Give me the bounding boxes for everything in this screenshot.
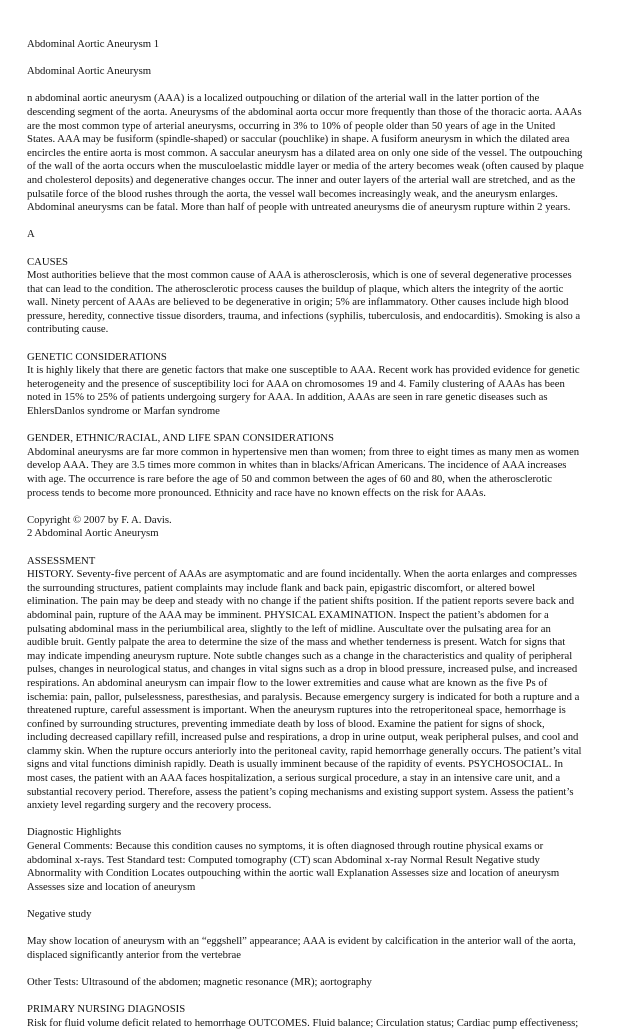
nursing-section (27, 1003, 613, 1030)
copyright-line: Copyright © 2007 by F. A. Davis. (27, 513, 172, 526)
assessment-line: most cases, the patient with an AAA faces hospitalization, a serious surgical procedure, a stay in an intensive care unit, and a (27, 772, 561, 785)
causes-line: wall. Ninety percent of AAAs are believed to be degenerative in origin; 5% are inflammatory. Other causes include high blood (27, 296, 569, 309)
section-heading: GENDER, ETHNIC/RACIAL, AND LIFE SPAN CONSIDERATIONS (27, 432, 334, 445)
assessment-line: substantial recovery period. Therefore, assess the patient’s coping mechanisms and existing support system. Assess the patient’s (27, 785, 574, 798)
gender-section (27, 432, 613, 500)
assessment-line: audible bruit. Gently palpate the area to determine the size of the mass and whether tenderness is present. Watch for signs that (27, 636, 566, 649)
genetic-line: noted in 15% to 25% of patients undergoing surgery for AAA. In addition, AAAs are seen in rare genetic diseases such as (27, 391, 548, 404)
assessment-line: elimination. The pain may be deep and steady with no change if the patient shifts position. If the patient reports severe back and (27, 595, 575, 608)
nursing-line: Risk for fluid volume deficit related to hemorrhage OUTCOMES. Fluid balance; Circulation status; Cardiac pump effectiveness; (27, 1016, 579, 1029)
causes-line: pressure, heredity, connective tissue disorders, trauma, and infections (syphilis, tuberculosis, and endocarditis). Smoking is also a (27, 309, 581, 322)
assessment-line: confined by surrounding structures, preventing immediate death by loss of blood. Examine the patient for signs of shock, (27, 717, 545, 730)
assessment-line: threatened rupture, careful assessment is important. When the aneurysm ruptures into the retroperitoneal space, hemorrhage is (27, 704, 566, 717)
assessment-line: signs and vital functions diminish rapidly. Death is usually imminent because of the rapidity of events. PSYCHOSOCIAL. In (27, 758, 563, 771)
intro-line: encircles the entire aorta is most common. A saccular aneurysm has a dilated area on only one side of the vessel. The outpouching (27, 146, 583, 159)
section-heading: ASSESSMENT (27, 554, 96, 567)
genetic-line: EhlersDanlos syndrome or Marfan syndrome (27, 405, 220, 418)
assessment-line: clammy skin. When the rupture occurs anteriorly into the peritoneal cavity, rapid hemorrhage generally occurs. The patient’s vital (27, 744, 582, 757)
genetic-line: heterogeneity and the presence of susceptibility loci for AAA on chromosomes 19 and 4. Family clustering of AAAs has been (27, 377, 565, 390)
section-heading: Diagnostic Highlights (27, 826, 122, 839)
may-show-line: displaced significantly anterior from the vertebrae (27, 948, 241, 961)
intro-line: pulsatile force of the blood rushes through the aorta, the vessel wall becomes increasingly weak, and the aneurysm enlarges. (27, 187, 558, 200)
intro-paragraph (27, 92, 613, 214)
section-heading: CAUSES (27, 255, 68, 268)
intro-line: Abdominal aneurysms can be fatal. More than half of people with untreated aneurysms die of aneurysm rupture within 2 years. (27, 201, 571, 214)
document-page (27, 38, 613, 1030)
gender-line: process tends to become more pronounced. Ethnicity and race have no known effects on the risk for AAAs. (27, 486, 486, 499)
assessment-line: ischemia: pain, pallor, pulselessness, paresthesias, and paralysis. Because emergency surgery is indicated for both a rupture and a (27, 690, 580, 703)
intro-line: descending segment of the aorta. Aneurysms of the abdominal aorta occur more frequently than those of the thoracic aorta. AAAs (27, 105, 582, 118)
section-heading: PRIMARY NURSING DIAGNOSIS (27, 1003, 186, 1016)
intro-line: n abdominal aortic aneurysm (AAA) is a localized outpouching or dilation of the arterial wall in the latter portion of the (27, 92, 540, 105)
assessment-section (27, 555, 613, 813)
causes-line: Most authorities believe that the most common cause of AAA is atherosclerosis, which is one of several degenerative processes (27, 269, 572, 282)
negative-study-label: Negative study (27, 908, 92, 920)
drop-letter: A (27, 228, 35, 241)
diagnostic-section (27, 826, 613, 894)
diagnostic-line: General Comments: Because this condition causes no symptoms, it is often diagnosed through routine physical exams or (27, 840, 544, 853)
intro-line: and cholesterol deposits) and degenerative changes occur. The inner and outer layers of the arterial wall are stretched, and as the (27, 173, 576, 186)
assessment-line: the surrounding structures, patient complaints may include flank and back pain, epigastric discomfort, or altered bowel (27, 581, 536, 594)
genetic-section (27, 351, 613, 419)
diagnostic-line: Assesses size and location of aneurysm (27, 880, 196, 893)
page-running-header: 2 Abdominal Aortic Aneurysm (27, 527, 159, 540)
document-title: Abdominal Aortic Aneurysm (27, 65, 152, 78)
other-tests-line: Other Tests: Ultrasound of the abdomen; magnetic resonance (MR); aortography (27, 975, 372, 988)
assessment-line: respirations. An abdominal aneurysm can impair flow to the lower extremities and cause what are known as the five Ps of (27, 676, 548, 689)
causes-line: contributing cause. (27, 323, 109, 336)
gender-line: develop AAA. They are 3.5 times more common in whites than in blacks/African Americans. The incidence of AAA increases (27, 459, 567, 472)
causes-line: that can lead to the condition. The atherosclerotic process causes the buildup of plaque, which alters the integrity of the aortic (27, 282, 564, 295)
copyright-block (27, 514, 613, 541)
causes-section (27, 256, 613, 338)
assessment-line: pulsating abdominal mass in the periumbilical area, slightly to the left of midline. Auscultate over the pulsating area for an (27, 622, 551, 635)
diagnostic-line: abdominal x-rays. Test Standard test: Computed tomography (CT) scan Abdominal x-ray Normal Result Negative study (27, 853, 540, 866)
intro-line: of the wall of the aorta occurs when the musculoelastic middle layer or media of the artery becomes weak (often caused by plaque (27, 160, 584, 173)
section-heading: GENETIC CONSIDERATIONS (27, 350, 167, 363)
intro-line: States. AAA may be fusiform (spindle-shaped) or saccular (pouchlike) in shape. A fusiform aneurysm in which the dilated area (27, 133, 570, 146)
diagnostic-line: Abnormality with Condition Locates outpouching within the aortic wall Explanation Assesses size and location of aneurysm (27, 867, 560, 880)
assessment-line: may indicate impending aneurysm rupture. Note subtle changes such as a change in the characteristics and quality of peripheral (27, 649, 573, 662)
gender-line: with age. The occurrence is rare before the age of 50 and common between the ages of 60 and 80, when the atherosclerotic (27, 473, 553, 485)
assessment-line: abdominal pain, rupture of the AAA may be imminent. PHYSICAL EXAMINATION. Inspect the patient’s abdomen for a (27, 608, 549, 621)
genetic-line: It is highly likely that there are genetic factors that make one susceptible to AAA. Recent work has provided evidence for genetic (27, 364, 580, 377)
assessment-line: anxiety level regarding surgery and the recovery process. (27, 799, 272, 812)
may-show-paragraph (27, 935, 613, 962)
assessment-line: pulses, changes in neurological status, and changes in vital signs such as a drop in blood pressure, increased pulse, and increased (27, 663, 578, 676)
assessment-line: including decreased capillary refill, increased pulse and respirations, a drop in urine output, weak peripheral pulses, and cool and (27, 731, 579, 744)
gender-line: Abdominal aneurysms are far more common in hypertensive men than women; from three to eight times as many men as women (27, 445, 580, 458)
assessment-line: HISTORY. Seventy-five percent of AAAs are asymptomatic and are found incidentally. When the aorta enlarges and compresses (27, 568, 577, 581)
may-show-line: May show location of aneurysm with an “eggshell” appearance; AAA is evident by calcification in the anterior wall of the aorta, (27, 935, 576, 948)
running-header: Abdominal Aortic Aneurysm 1 (27, 38, 160, 50)
intro-line: are the most common type of arterial aneurysms, occurring in 3% to 10% of people older than 50 years of age in the United (27, 119, 556, 132)
